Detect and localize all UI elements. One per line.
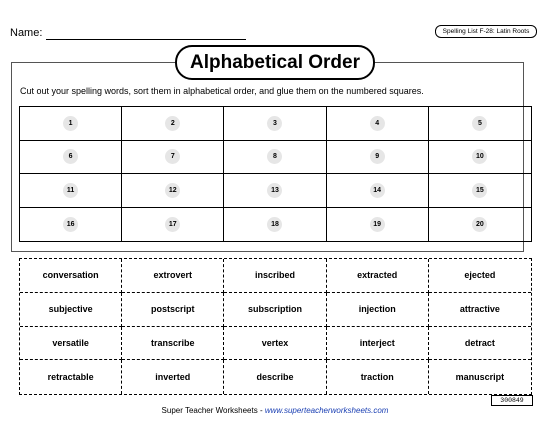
word-card: manuscript: [455, 372, 505, 383]
word-card: extrovert: [122, 259, 224, 293]
numbered-square: [20, 141, 122, 175]
square-number: 13: [267, 183, 282, 198]
word-card: subscription: [224, 293, 326, 327]
numbered-square: [429, 208, 531, 242]
word-card: transcribe: [122, 327, 224, 361]
numbered-square: [429, 141, 531, 175]
numbered-square: [429, 107, 531, 141]
name-line: [46, 39, 246, 40]
word-card: describe: [224, 360, 326, 394]
numbered-square: [224, 141, 326, 175]
numbered-square: [327, 208, 429, 242]
square-number: 16: [63, 217, 78, 232]
numbered-square: [20, 174, 122, 208]
word-card: ejected: [429, 259, 531, 293]
numbered-square: [122, 107, 224, 141]
word-card: conversation: [20, 259, 122, 293]
name-label: Name:: [10, 27, 43, 39]
square-number: 10: [472, 149, 487, 164]
numbered-square: [122, 208, 224, 242]
word-card: vertex: [224, 327, 326, 361]
numbered-square: [224, 208, 326, 242]
word-card: interject: [327, 327, 429, 361]
square-number: 8: [267, 149, 282, 164]
square-number: 18: [267, 217, 282, 232]
numbered-square: [327, 107, 429, 141]
square-number: 1: [63, 116, 78, 131]
instructions: Cut out your spelling words, sort them in alphabetical order, and glue them on the numbered squares.: [20, 86, 424, 96]
footer: [0, 406, 550, 415]
square-number: 15: [472, 183, 487, 198]
footer-separator: -: [257, 406, 265, 415]
square-number: 12: [165, 183, 180, 198]
square-number: 4: [370, 116, 385, 131]
numbered-square: [429, 174, 531, 208]
square-number: 14: [370, 183, 385, 198]
footer-brand: Super Teacher Worksheets: [161, 406, 258, 415]
word-card: subjective: [20, 293, 122, 327]
numbered-square: [20, 107, 122, 141]
word-card: detract: [429, 327, 531, 361]
spelling-list-badge: Spelling List F-28: Latin Roots: [435, 25, 537, 38]
word-card: injection: [327, 293, 429, 327]
word-card: inscribed: [224, 259, 326, 293]
square-number: 19: [370, 217, 385, 232]
word-card: retractable: [20, 360, 122, 394]
square-number: 5: [472, 116, 487, 131]
square-number: 20: [472, 217, 487, 232]
square-number: 7: [165, 149, 180, 164]
square-number: 11: [63, 183, 78, 198]
square-number: 2: [165, 116, 180, 131]
numbered-square: [20, 208, 122, 242]
square-number: 3: [267, 116, 282, 131]
numbered-square: [122, 174, 224, 208]
numbered-square: [224, 107, 326, 141]
word-card: versatile: [20, 327, 122, 361]
worksheet-code: 300849: [491, 395, 533, 406]
page-title: Alphabetical Order: [175, 45, 375, 80]
square-number: 6: [63, 149, 78, 164]
numbered-square: [122, 141, 224, 175]
word-card: extracted: [327, 259, 429, 293]
numbered-square: [224, 174, 326, 208]
word-card: postscript: [122, 293, 224, 327]
numbered-squares-grid: [19, 106, 532, 242]
numbered-square: [327, 174, 429, 208]
cut-out-words-grid: [19, 258, 532, 395]
footer-url-link[interactable]: www.superteacherworksheets.com: [264, 406, 389, 415]
square-number: 9: [370, 149, 385, 164]
word-card: traction: [327, 360, 429, 394]
numbered-square: [327, 141, 429, 175]
word-card: inverted: [122, 360, 224, 394]
word-card: attractive: [429, 293, 531, 327]
square-number: 17: [165, 217, 180, 232]
